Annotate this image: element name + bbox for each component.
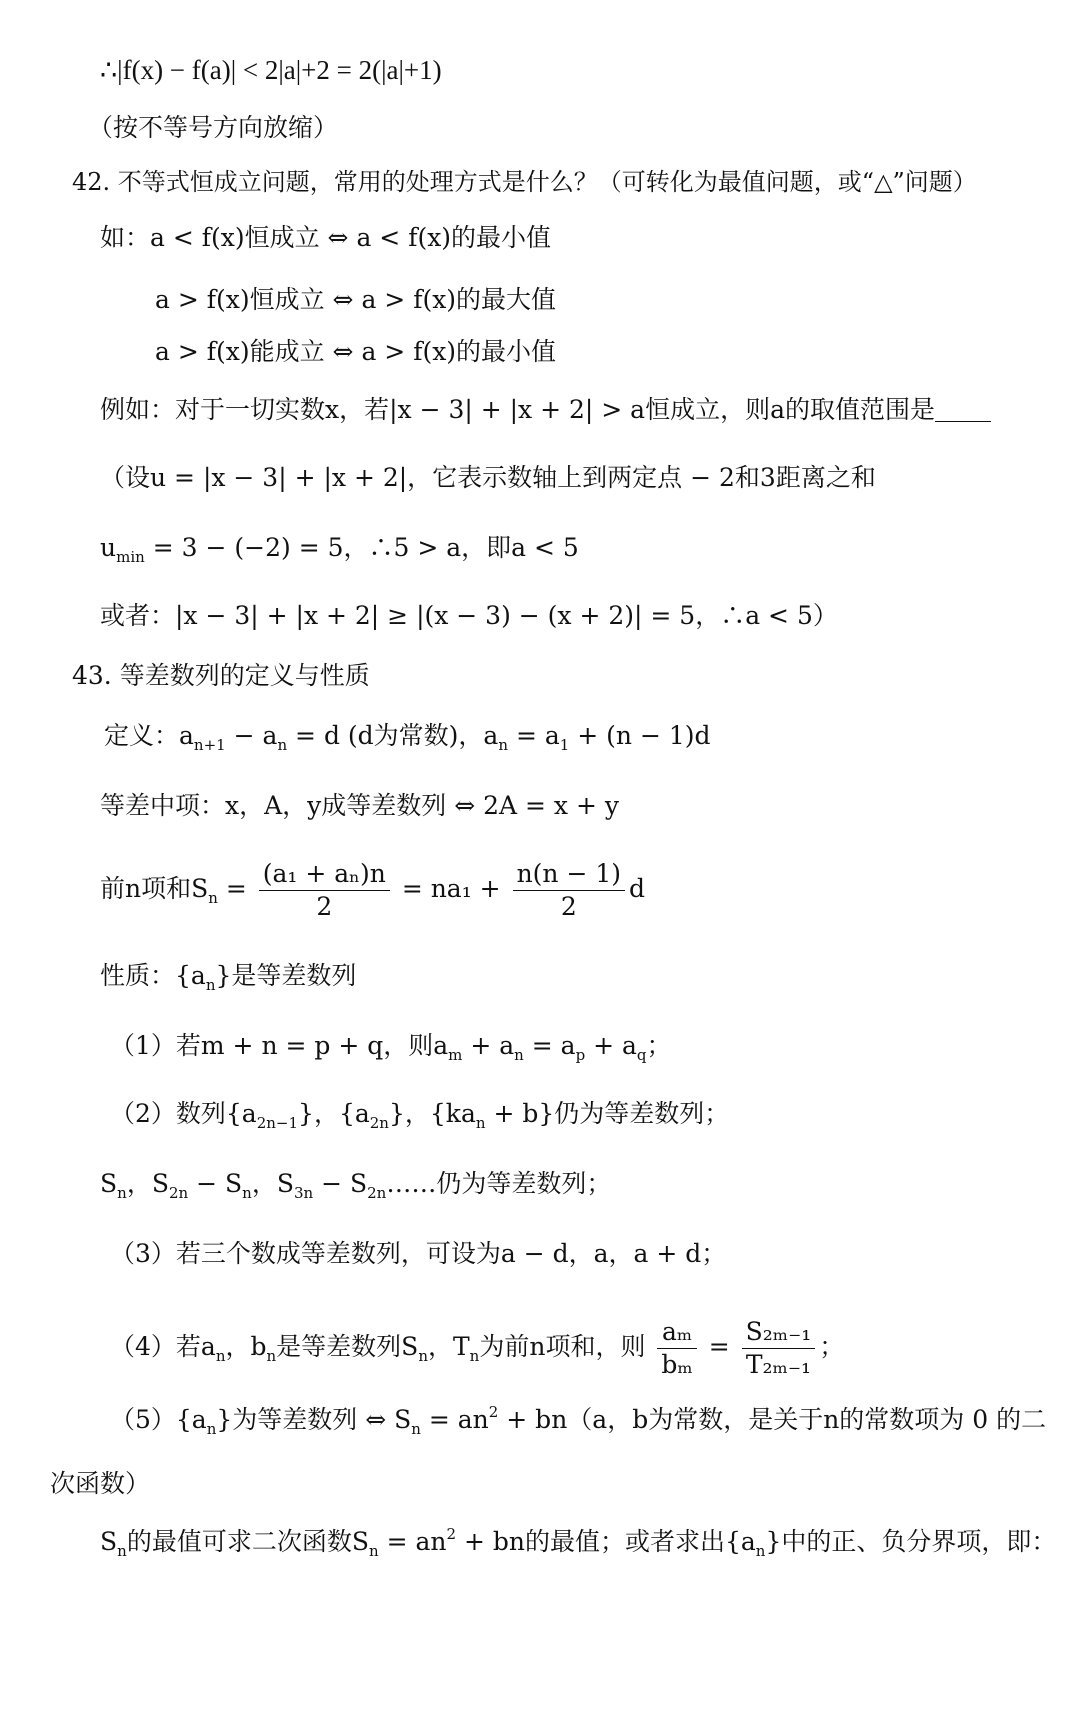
sum-post: d [629, 874, 646, 903]
p5-c: = an [420, 1405, 489, 1434]
p2b-s4: 3n [293, 1184, 314, 1202]
example-line [100, 394, 991, 426]
property-heading [100, 960, 356, 992]
def-a: 定义：a [104, 721, 194, 750]
p2-s1: 2n−1 [256, 1114, 299, 1132]
p2b-a: S [100, 1169, 118, 1198]
p2-d: + b}仍为等差数列； [485, 1099, 730, 1128]
prop-b: }是等差数列 [215, 961, 357, 990]
p5-s2: n [411, 1420, 421, 1438]
p2b-e: − S [313, 1169, 368, 1198]
def-s4: 1 [559, 736, 570, 754]
p2b-s5: 2n [367, 1184, 387, 1202]
p1-s2: n [514, 1046, 524, 1064]
property-3: （3）若三个数成等差数列，可设为a − d，a，a + d； [110, 1239, 727, 1268]
def-s3: n [498, 736, 508, 754]
def-b: − a [225, 721, 278, 750]
p1-e: ； [646, 1031, 672, 1060]
text-line-2: （按不等号方向放缩） [88, 113, 339, 142]
p4-fraction-2 [742, 1316, 816, 1381]
text-line-9 [100, 532, 579, 564]
answer-blank [935, 397, 991, 422]
p4-c: 是等差数列S [276, 1332, 419, 1361]
text-line-continuation: 次函数） [50, 1469, 151, 1498]
p2-s2: 2n [369, 1114, 389, 1132]
p4-a: （4）若a [110, 1332, 216, 1361]
p2-s3: n [475, 1114, 486, 1132]
def-e: + (n − 1)d [569, 721, 711, 750]
sum-mid: = na₁ + [401, 874, 509, 903]
sum-f1-num: (a₁ + aₙ)n [259, 858, 390, 891]
p4-s1: n [215, 1347, 226, 1365]
def-c: = d (d为常数)，a [287, 721, 499, 750]
p4-post: ； [819, 1332, 845, 1361]
last-d: + bn的最值；或者求出{a [456, 1527, 756, 1556]
last-s1: n [117, 1542, 127, 1560]
def-s2: n [277, 736, 288, 754]
p2b-d: ，S [251, 1169, 294, 1198]
p1-s4: q [636, 1046, 647, 1064]
p4-f1-den: bₘ [661, 1350, 693, 1379]
definition-line [104, 720, 711, 752]
text-line-8: （设u = |x − 3| + |x + 2|，它表示数轴上到两定点 − 2和3距离之和 [100, 463, 876, 492]
p4-f2-den: T₂ₘ₋₁ [745, 1350, 812, 1379]
text-9-post: = 3 − (−2) = 5，∴5 > a，即a < 5 [144, 533, 579, 562]
p4-s2: n [266, 1347, 277, 1365]
p1-a: （1）若m + n = p + q，则a [110, 1031, 449, 1060]
prop-sub: n [205, 976, 216, 994]
property-5 [110, 1404, 1046, 1436]
text-line-1: ∴|f(x) − f(a)| < 2|a|+2 = 2(|a|+1) [100, 55, 442, 85]
last-b: 的最值可求二次函数S [126, 1527, 369, 1556]
property-1 [110, 1030, 672, 1062]
p1-s1: m [448, 1046, 463, 1064]
text-line-10: 或者：|x − 3| + |x + 2| ≥ |(x − 3) − (x + 2)| = 5，∴a < 5） [100, 601, 838, 630]
text-line-5: a > f(x)恒成立 ⇔ a > f(x)的最大值 [155, 285, 557, 314]
p1-s3: p [575, 1046, 586, 1064]
p5-b: }为等差数列 ⇔ S [216, 1405, 412, 1434]
sum-pre: 前n项和S [100, 874, 209, 903]
last-sup: 2 [446, 1525, 457, 1543]
p1-c: = a [523, 1031, 576, 1060]
sum-fraction-2 [513, 858, 625, 923]
final-line [100, 1526, 1056, 1558]
sum-f2-num: n(n − 1) [513, 858, 625, 891]
section-42-heading: 42. 不等式恒成立问题，常用的处理方式是什么？（可转化为最值问题，或“△”问题） [72, 168, 977, 196]
property-2-sums [100, 1168, 611, 1200]
p4-e: 为前n项和，则 [479, 1332, 646, 1361]
property-2 [110, 1098, 729, 1130]
p4-b: ，b [225, 1332, 267, 1361]
sum-pre-sub: n [208, 889, 218, 907]
text-line-4: 如：a < f(x)恒成立 ⇔ a < f(x)的最小值 [100, 223, 552, 252]
last-s2: n [368, 1542, 379, 1560]
p1-d: + a [585, 1031, 637, 1060]
p4-f2-num: S₂ₘ₋₁ [742, 1316, 816, 1349]
last-e: }中的正、负分界项，即： [765, 1527, 1057, 1556]
sum-fraction-1 [259, 858, 390, 923]
example-text: 例如：对于一切实数x，若|x − 3| + |x + 2| > a恒成立，则a的取值范围是 [100, 395, 935, 424]
p2b-s3: n [242, 1184, 252, 1202]
property-4 [110, 1316, 844, 1381]
p4-eq: = [700, 1332, 738, 1361]
p2-a: （2）数列{a [110, 1099, 257, 1128]
last-c: = an [378, 1527, 447, 1556]
p2-b: }，{a [298, 1099, 370, 1128]
middle-term-line: 等差中项：x，A，y成等差数列 ⇔ 2A = x + y [100, 791, 619, 820]
p1-b: + a [462, 1031, 515, 1060]
sum-f1-den: 2 [316, 892, 333, 921]
p2b-f: ……仍为等差数列； [386, 1169, 612, 1198]
p5-sup: 2 [488, 1403, 499, 1421]
last-s3: n [755, 1542, 766, 1560]
p2-c: }，{ka [388, 1099, 476, 1128]
section-43-heading: 43. 等差数列的定义与性质 [72, 661, 370, 690]
sum-eq: = [217, 874, 255, 903]
sum-formula-line [100, 858, 645, 923]
p4-d: ，T [427, 1332, 470, 1361]
p5-a: （5）{a [110, 1405, 207, 1434]
p5-s1: n [206, 1420, 217, 1438]
p4-f1-num: aₘ [657, 1316, 696, 1349]
def-d: = a [508, 721, 560, 750]
p4-s3: n [418, 1347, 428, 1365]
p4-fraction-1 [657, 1316, 696, 1381]
p2b-s2: 2n [168, 1184, 189, 1202]
prop-a: 性质：{a [100, 961, 206, 990]
p2b-c: − S [188, 1169, 243, 1198]
def-s1: n+1 [193, 736, 226, 754]
sum-f2-den: 2 [560, 892, 577, 921]
p2b-s1: n [117, 1184, 127, 1202]
p4-s4: n [469, 1347, 480, 1365]
text-line-6: a > f(x)能成立 ⇔ a > f(x)的最小值 [155, 337, 557, 366]
p2b-b: ，S [126, 1169, 169, 1198]
text-9-pre: u [100, 533, 117, 562]
text-9-sub: min [116, 548, 145, 566]
p5-d: + bn（a，b为常数，是关于n的常数项为 0 的二 [498, 1405, 1047, 1434]
last-a: S [100, 1527, 118, 1556]
